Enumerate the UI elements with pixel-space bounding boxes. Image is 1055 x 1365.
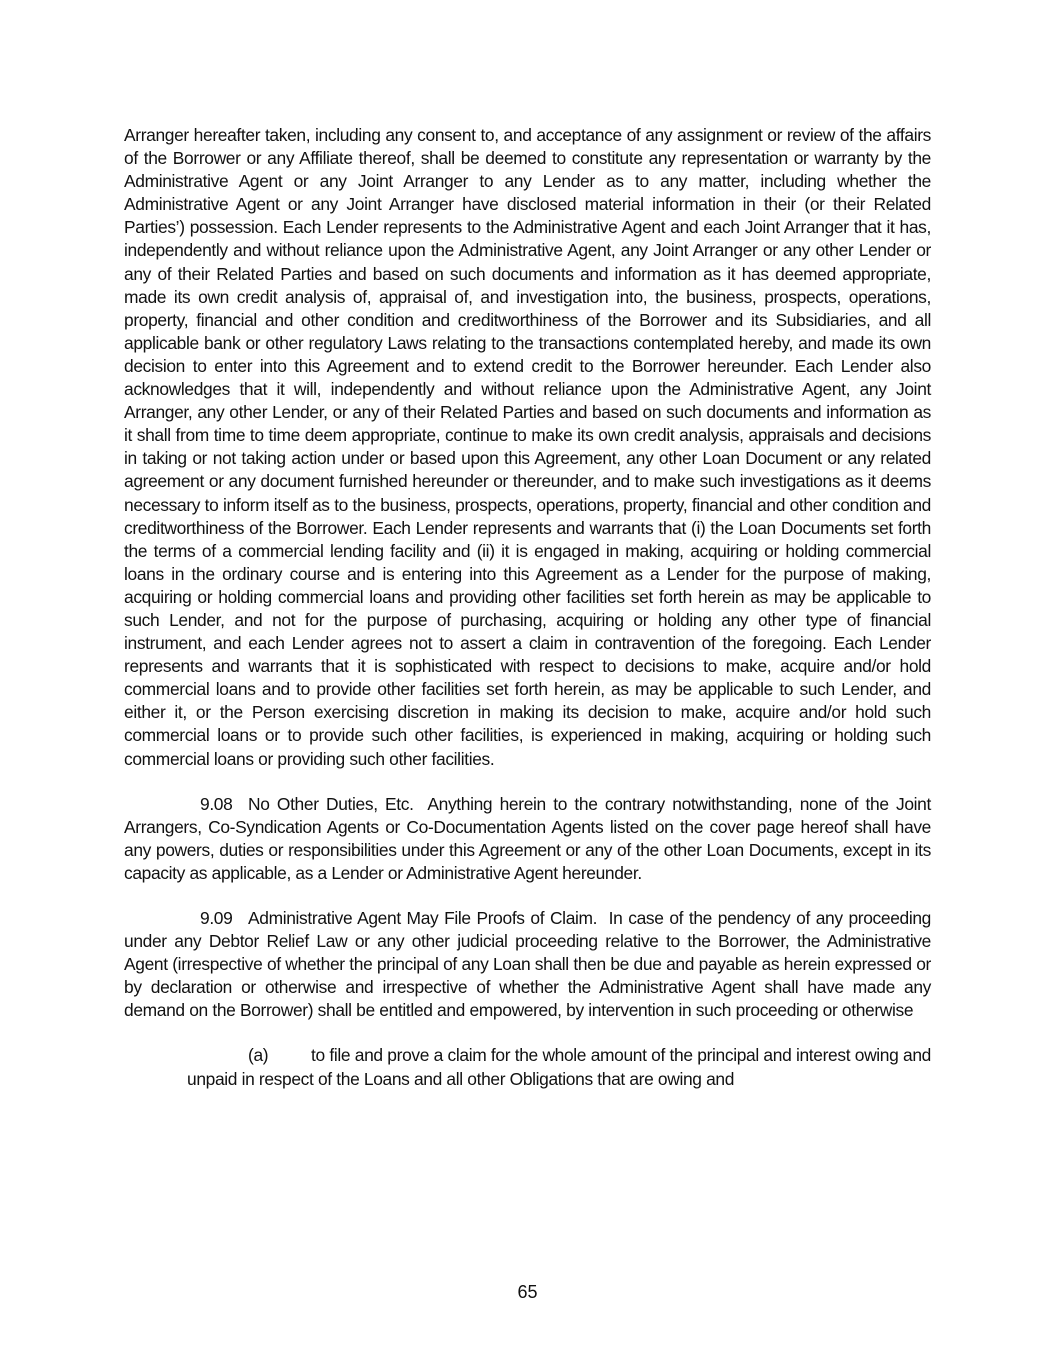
section-9-09: [124, 907, 931, 1022]
subsection-text: to file and prove a claim for the whole amount of the principal and interest owing and unpaid in respect of the Loans and all other Obligations that are owing and: [187, 1045, 931, 1089]
document-body: [124, 124, 931, 1113]
continuation-paragraph: Arranger hereafter taken, including any consent to, and acceptance of any assignment or review of the affairs of the Borrower or any Affiliate thereof, shall be deemed to constitute any representation or warranty by the Administrative Agent or any Joint Arranger to any Lender as to any matter, including whether the Administrative Agent or any Joint Arranger have disclosed material information in their (or their Related Parties’) possession. Each Lender represents to the Administrative Agent and each Joint Arranger that it has, independently and without reliance upon the Administrative Agent, any Joint Arranger or any other Lender or any of their Related Parties and based on such documents and information as it has deemed appropriate, made its own credit analysis of, appraisal of, and investigation into, the business, prospects, operations, property, financial and other condition and creditworthiness of the Borrower and its Subsidiaries, and all applicable bank or other regulatory Laws relating to the transactions contemplated hereby, and made its own decision to enter into this Agreement and to extend credit to the Borrower hereunder. Each Lender also acknowledges that it will, independently and without reliance upon the Administrative Agent, any Joint Arranger, any other Lender, or any of their Related Parties and based on such documents and information as it shall from time to time deem appropriate, continue to make its own credit analysis, appraisals and decisions in taking or not taking action under or based upon this Agreement, any other Loan Document or any related agreement or any document furnished hereunder or thereunder, and to make such investigations as it deems necessary to inform itself as to the business, prospects, operations, property, financial and other condition and creditworthiness of the Borrower. Each Lender represents and warrants that (i) the Loan Documents set forth the terms of a commercial lending facility and (ii) it is engaged in making, acquiring or holding commercial loans in the ordinary course and is entering into this Agreement as a Lender for the purpose of making, acquiring or holding commercial loans and providing other facilities set forth herein as may be applicable to such Lender, and not for the purpose of purchasing, acquiring or holding any other type of financial instrument, and each Lender agrees not to assert a claim in contravention of the foregoing. Each Lender represents and warrants that it is sophisticated with respect to decisions to make, acquire and/or hold commercial loans and to provide other facilities set forth herein, as may be applicable to such Lender, and either it, or the Person exercising discretion in making its decision to make, acquire and/or hold such commercial loans or to provide such other facilities, is experienced in making, acquiring or holding such commercial loans or providing such other facilities.: [124, 125, 931, 769]
subsection-label: (a): [248, 1045, 269, 1066]
subsection-a: [187, 1044, 931, 1090]
section-9-08: [124, 793, 931, 885]
section-number: 9.09: [200, 908, 233, 928]
section-text: In case of the pendency of any proceeding under any Debtor Relief Law or any other judicial proceeding relative to the Borrower, the Administrative Agent (irrespective of whether the principal of any Loan shall then be due and payable as herein expressed or by declaration or otherwise and irrespective of whether the Administrative Agent shall have made any demand on the Borrower) shall be entitled and empowered, by intervention in such proceeding or otherwise: [124, 908, 931, 1021]
page-number: 65: [517, 1282, 538, 1302]
section-heading: No Other Duties, Etc.: [248, 793, 414, 814]
section-text: Anything herein to the contrary notwithstanding, none of the Joint Arrangers, Co-Syndication Agents or Co-Documentation Agents listed on the cover page hereof shall have any powers, duties or responsibilities under this Agreement or any of the other Loan Documents, except in its capacity as applicable, as a Lender or Administrative Agent hereunder.: [124, 793, 931, 883]
section-number: 9.08: [200, 793, 233, 814]
section-heading: Administrative Agent May File Proofs of Claim.: [248, 908, 598, 928]
